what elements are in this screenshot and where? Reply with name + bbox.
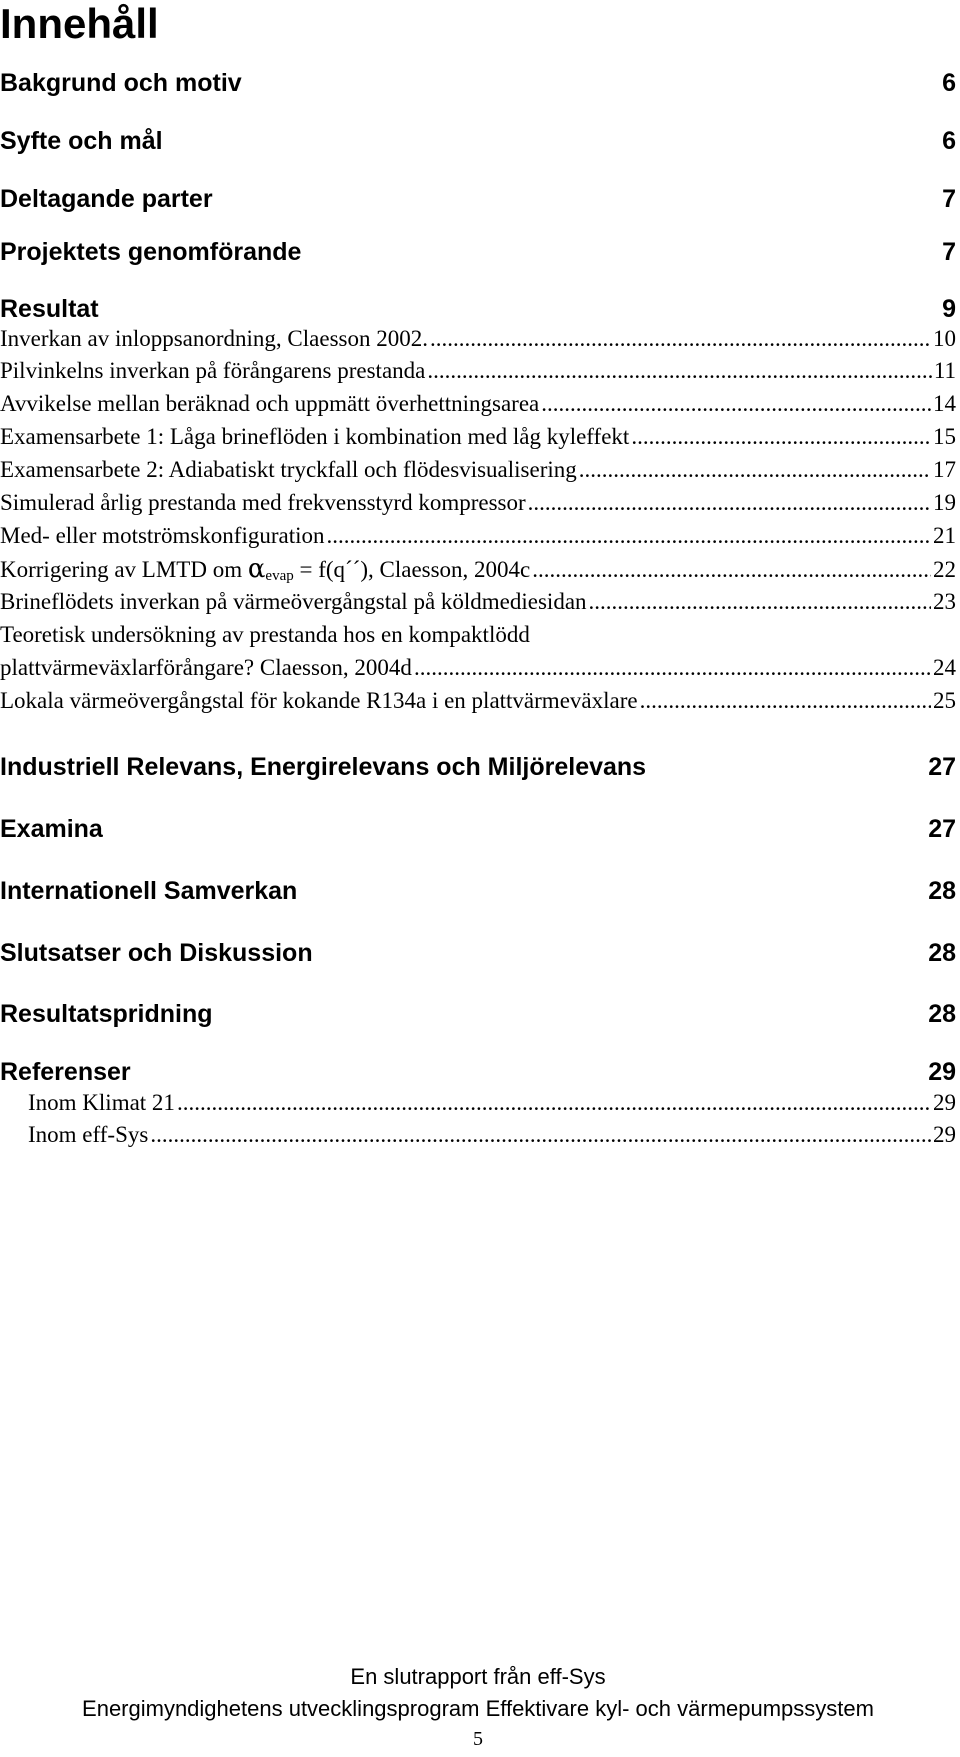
toc-section-label: Slutsatser och Diskussion [0, 939, 313, 967]
toc-section[interactable] [0, 294, 956, 324]
toc-entry-page: 29 [933, 1122, 956, 1147]
toc-entry-page: 23 [933, 589, 956, 614]
toc-section-page: 6 [942, 69, 956, 97]
toc-entry-label: Examensarbete 1: Låga brineflöden i kombination med låg kyleffekt [0, 424, 630, 449]
toc-entry[interactable] [0, 554, 956, 585]
toc-section-page: 6 [942, 127, 956, 155]
toc-entry[interactable] [0, 422, 956, 452]
toc-entry[interactable] [0, 389, 956, 419]
toc-entry-label: Simulerad årlig prestanda med frekvensstyrd kompressor [0, 490, 526, 515]
toc-section-label: Resultat [0, 295, 99, 323]
toc-entry[interactable] [0, 521, 956, 551]
toc-section-page: 7 [942, 238, 956, 266]
toc-entry[interactable] [0, 686, 956, 716]
toc-entry-label: Examensarbete 2: Adiabatiskt tryckfall och flödesvisualisering [0, 457, 577, 482]
toc-section[interactable] [0, 1057, 956, 1087]
toc-section-label: Examina [0, 815, 103, 843]
toc-entry-label: Inverkan av inloppsanordning, Claesson 2002. [0, 326, 428, 351]
toc-leader-dots [430, 324, 931, 354]
toc-section-label: Bakgrund och motiv [0, 69, 242, 97]
toc-entry-label: Inom eff-Sys [28, 1122, 149, 1147]
toc-title: Innehåll [0, 0, 159, 47]
toc-entry[interactable] [0, 324, 956, 354]
toc-entry-page: 29 [933, 1090, 956, 1115]
toc-section-page: 27 [928, 815, 956, 843]
toc-section-page: 7 [942, 185, 956, 213]
toc-section[interactable] [0, 237, 956, 267]
toc-entry-page: 17 [933, 457, 956, 482]
footer-line2: Energimyndighetens utvecklingsprogram Effektivare kyl- och värmepumpssystem [82, 1696, 874, 1721]
toc-entry[interactable] [0, 1088, 956, 1118]
toc-section-page: 9 [942, 295, 956, 323]
toc-section-label: Resultatspridning [0, 1000, 213, 1028]
toc-section-label: Referenser [0, 1058, 131, 1086]
toc-entry-page: 15 [933, 424, 956, 449]
toc-leader-dots [414, 653, 931, 683]
toc-section[interactable] [0, 814, 956, 844]
toc-section-label: Industriell Relevans, Energirelevans och Miljörelevans [0, 753, 647, 781]
toc-leader-dots [541, 389, 931, 419]
toc-section-label: Projektets genomförande [0, 238, 302, 266]
toc-entry-label: Pilvinkelns inverkan på förångarens prestanda [0, 358, 426, 383]
toc-entry[interactable] [0, 356, 956, 386]
toc-entry-label: Avvikelse mellan beräknad och uppmätt överhettningsarea [0, 391, 540, 416]
toc-entry-label [0, 554, 530, 585]
toc-entry-page: 10 [933, 326, 956, 351]
toc-entry-label: Brineflödets inverkan på värmeövergångstal på köldmediesidan [0, 589, 587, 614]
toc-section-label: Internationell Samverkan [0, 877, 298, 905]
toc-entry-page: 19 [933, 490, 956, 515]
toc-entry-label: Lokala värmeövergångstal för kokande R134a i en plattvärmeväxlare [0, 688, 638, 713]
toc-entry-page: 21 [933, 523, 956, 548]
toc-section-label: Syfte och mål [0, 127, 163, 155]
toc-section-page: 28 [928, 1000, 956, 1028]
toc-entry-label: Inom Klimat 21 [28, 1090, 175, 1115]
toc-section-page: 28 [928, 877, 956, 905]
toc-leader-dots [177, 1088, 931, 1118]
toc-leader-dots [589, 587, 931, 617]
toc-entry-label: plattvärmeväxlarförångare? Claesson, 2004d [0, 655, 412, 680]
toc-section-page: 28 [928, 939, 956, 967]
toc-section[interactable] [0, 999, 956, 1029]
toc-entry-page: 11 [933, 358, 956, 383]
toc-leader-dots [427, 356, 931, 386]
alpha-subscript: evap [265, 568, 294, 584]
toc-section[interactable] [0, 752, 956, 782]
alpha-symbol: α [247, 554, 266, 584]
toc-entry[interactable] [0, 488, 956, 518]
toc-section[interactable] [0, 938, 956, 968]
toc-entry-page: 25 [933, 688, 956, 713]
toc-entry-label-line1[interactable]: Teoretisk undersökning av prestanda hos en kompaktlödd [0, 622, 530, 647]
toc-section[interactable] [0, 126, 956, 156]
toc-entry[interactable] [0, 587, 956, 617]
toc-entry-page: 22 [933, 557, 956, 582]
toc-entry[interactable] [0, 1120, 956, 1150]
toc-entry-label: Med- eller motströmskonfiguration [0, 523, 325, 548]
toc-leader-dots [327, 521, 932, 551]
toc-leader-dots [631, 422, 931, 452]
toc-section-label: Deltagande parter [0, 185, 213, 213]
page-number: 5 [473, 1728, 483, 1750]
toc-leader-dots [532, 555, 931, 585]
toc-leader-dots [579, 455, 931, 485]
toc-entry[interactable] [0, 653, 956, 683]
toc-leader-dots [150, 1120, 931, 1150]
toc-entry-label-end: = f(q´´), Claesson, 2004c [293, 557, 531, 582]
toc-entry-page: 14 [933, 391, 956, 416]
toc-section-page: 27 [928, 753, 956, 781]
toc-section[interactable] [0, 68, 956, 98]
toc-leader-dots [640, 686, 931, 716]
toc-entry-page: 24 [933, 655, 956, 680]
toc-section[interactable] [0, 876, 956, 906]
toc-leader-dots [528, 488, 931, 518]
toc-section-page: 29 [928, 1058, 956, 1086]
footer-line1: En slutrapport från eff-Sys [350, 1664, 606, 1689]
toc-entry-label-start: Korrigering av LMTD om [0, 557, 248, 582]
toc-section[interactable] [0, 184, 956, 214]
toc-entry[interactable] [0, 455, 956, 485]
